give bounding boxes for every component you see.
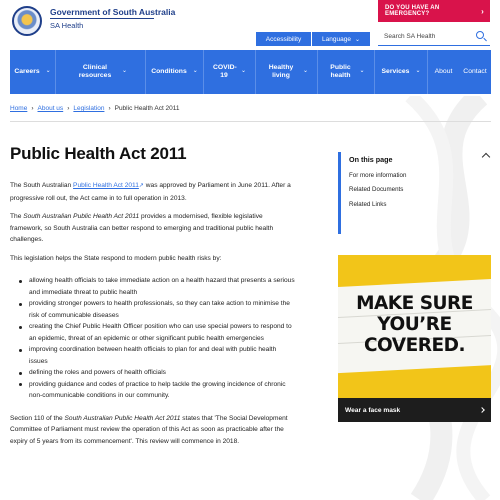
review-paragraph <box>10 413 295 448</box>
language-label: Language <box>322 35 351 43</box>
otp-link-more-info[interactable]: For more information <box>349 171 407 179</box>
chevron-down-icon: ⌄ <box>354 36 360 43</box>
main-content <box>10 180 295 454</box>
emergency-label: DO YOU HAVE AN EMERGENCY? <box>385 5 440 17</box>
nav-item-public-health[interactable] <box>318 50 375 94</box>
chevron-down-icon: ⌄ <box>192 68 198 75</box>
risks-list <box>10 275 295 402</box>
chevron-down-icon: ⌄ <box>240 68 247 75</box>
otp-link-related-links[interactable]: Related Links <box>349 200 387 208</box>
search-icon[interactable] <box>476 31 484 39</box>
text: The <box>10 213 24 220</box>
nav-item-contact[interactable] <box>459 50 491 94</box>
banner-line: MAKE SURE <box>356 293 473 314</box>
nav-item-conditions[interactable] <box>146 50 204 94</box>
breadcrumb-divider <box>10 121 491 122</box>
chevron-down-icon: ⌄ <box>302 68 309 75</box>
risks-paragraph: This legislation helps the State respond to modern public health risks by: <box>10 254 222 262</box>
nav-label: Clinical resources <box>78 63 112 79</box>
intro-paragraph <box>10 180 295 204</box>
nav-label: Contact <box>463 67 487 75</box>
chevron-down-icon: ⌄ <box>121 68 128 75</box>
on-this-page-title: On this page <box>349 155 393 164</box>
breadcrumb-legislation[interactable]: Legislation <box>73 105 105 112</box>
chevron-right-icon: › <box>481 6 484 16</box>
act-name: South Australian Public Health Act 2011 <box>64 414 181 422</box>
banner-line: YOU’RE <box>377 314 452 335</box>
list-item: allowing health officials to take immediate action on a health hazard that presents a serious and immediate threat to public health <box>10 275 295 298</box>
otp-link-related-documents[interactable]: Related Documents <box>349 186 404 193</box>
nav-label: Careers <box>14 67 40 75</box>
text: The South Australian <box>10 182 74 189</box>
list-item: providing stronger powers to health professionals, so they can take action to minimise the risk of communicable diseases <box>10 298 295 321</box>
chevron-right-icon: › <box>108 105 111 112</box>
public-health-act-link[interactable]: Public Health Act 2011 <box>73 182 139 189</box>
nav-item-about[interactable] <box>428 50 459 94</box>
wear-face-mask-link[interactable] <box>338 398 491 422</box>
chevron-down-icon: ⌄ <box>45 68 51 75</box>
search-placeholder: Search SA Health <box>384 33 436 40</box>
chevron-right-icon: › <box>67 105 70 112</box>
text: was approved by Parliament in June 2011. After a progressive roll out, the Act came in to full operation in 2013. <box>10 182 291 202</box>
site-header <box>0 0 500 48</box>
nav-label: COVID-19 <box>212 63 237 79</box>
face-mask-banner[interactable] <box>338 255 491 422</box>
main-navigation <box>10 50 491 94</box>
list-item: defining the roles and powers of health officials <box>10 367 295 379</box>
nav-label: Healthy living <box>268 63 294 79</box>
text: Section 110 of the <box>10 414 65 422</box>
chevron-down-icon: ⌄ <box>359 68 365 75</box>
nav-item-healthy-living[interactable] <box>256 50 318 94</box>
government-name[interactable]: Government of South Australia <box>50 7 176 17</box>
breadcrumb-current: Public Health Act 2011 <box>114 105 180 112</box>
chevron-right-icon <box>479 407 485 413</box>
nav-item-clinical-resources[interactable] <box>56 50 146 94</box>
list-item: providing guidance and codes of practice to help tackle the growing incidence of chronic non-communicable conditions in our community. <box>10 379 295 402</box>
page-title: Public Health Act 2011 <box>10 144 187 163</box>
on-this-page-panel <box>338 152 491 234</box>
banner-cta-label: Wear a face mask <box>345 406 401 414</box>
sa-government-crest-icon[interactable] <box>12 6 42 36</box>
sa-health-name[interactable]: SA Health <box>50 18 154 30</box>
chevron-down-icon: ⌄ <box>415 68 421 75</box>
nav-item-services[interactable] <box>375 50 428 94</box>
nav-label: Services <box>381 67 410 75</box>
emergency-button[interactable] <box>378 0 490 22</box>
nav-item-careers[interactable] <box>10 50 56 94</box>
accessibility-button[interactable] <box>256 32 311 46</box>
nav-label: About <box>434 67 453 75</box>
act-name: South Australian Public Health Act 2011 <box>23 213 140 220</box>
framework-paragraph <box>10 211 295 246</box>
breadcrumb-about-us[interactable]: About us <box>37 105 64 112</box>
nav-label: Conditions <box>151 67 187 75</box>
banner-headline <box>338 293 491 356</box>
search-input[interactable] <box>378 28 490 46</box>
text: states that 'The Social Development Committee of Parliament must review the operation of this Act as soon as practicable after the expiry of 5 years from its commencement'. This review will commence in 2018. <box>10 414 288 445</box>
accessibility-label: Accessibility <box>265 35 302 43</box>
external-link-icon: ↗ <box>138 183 144 189</box>
list-item: creating the Chief Public Health Officer position who can use special powers to respond to an epidemic, threat of an epidemic or other significant public health emergencies <box>10 321 295 344</box>
chevron-right-icon: › <box>31 105 34 112</box>
breadcrumb-home[interactable]: Home <box>10 105 28 112</box>
language-button[interactable] <box>312 32 370 46</box>
nav-item-covid-19[interactable] <box>204 50 256 94</box>
nav-label: Public health <box>330 63 351 79</box>
list-item: improving coordination between health officials to plan for and deal with public health issues <box>10 344 295 367</box>
banner-line: COVERED. <box>363 335 466 356</box>
text: provides a modernised, flexible legislative framework, so South Australia can better respond to emerging and traditional public health challenges. <box>10 213 274 243</box>
breadcrumb <box>10 105 180 112</box>
